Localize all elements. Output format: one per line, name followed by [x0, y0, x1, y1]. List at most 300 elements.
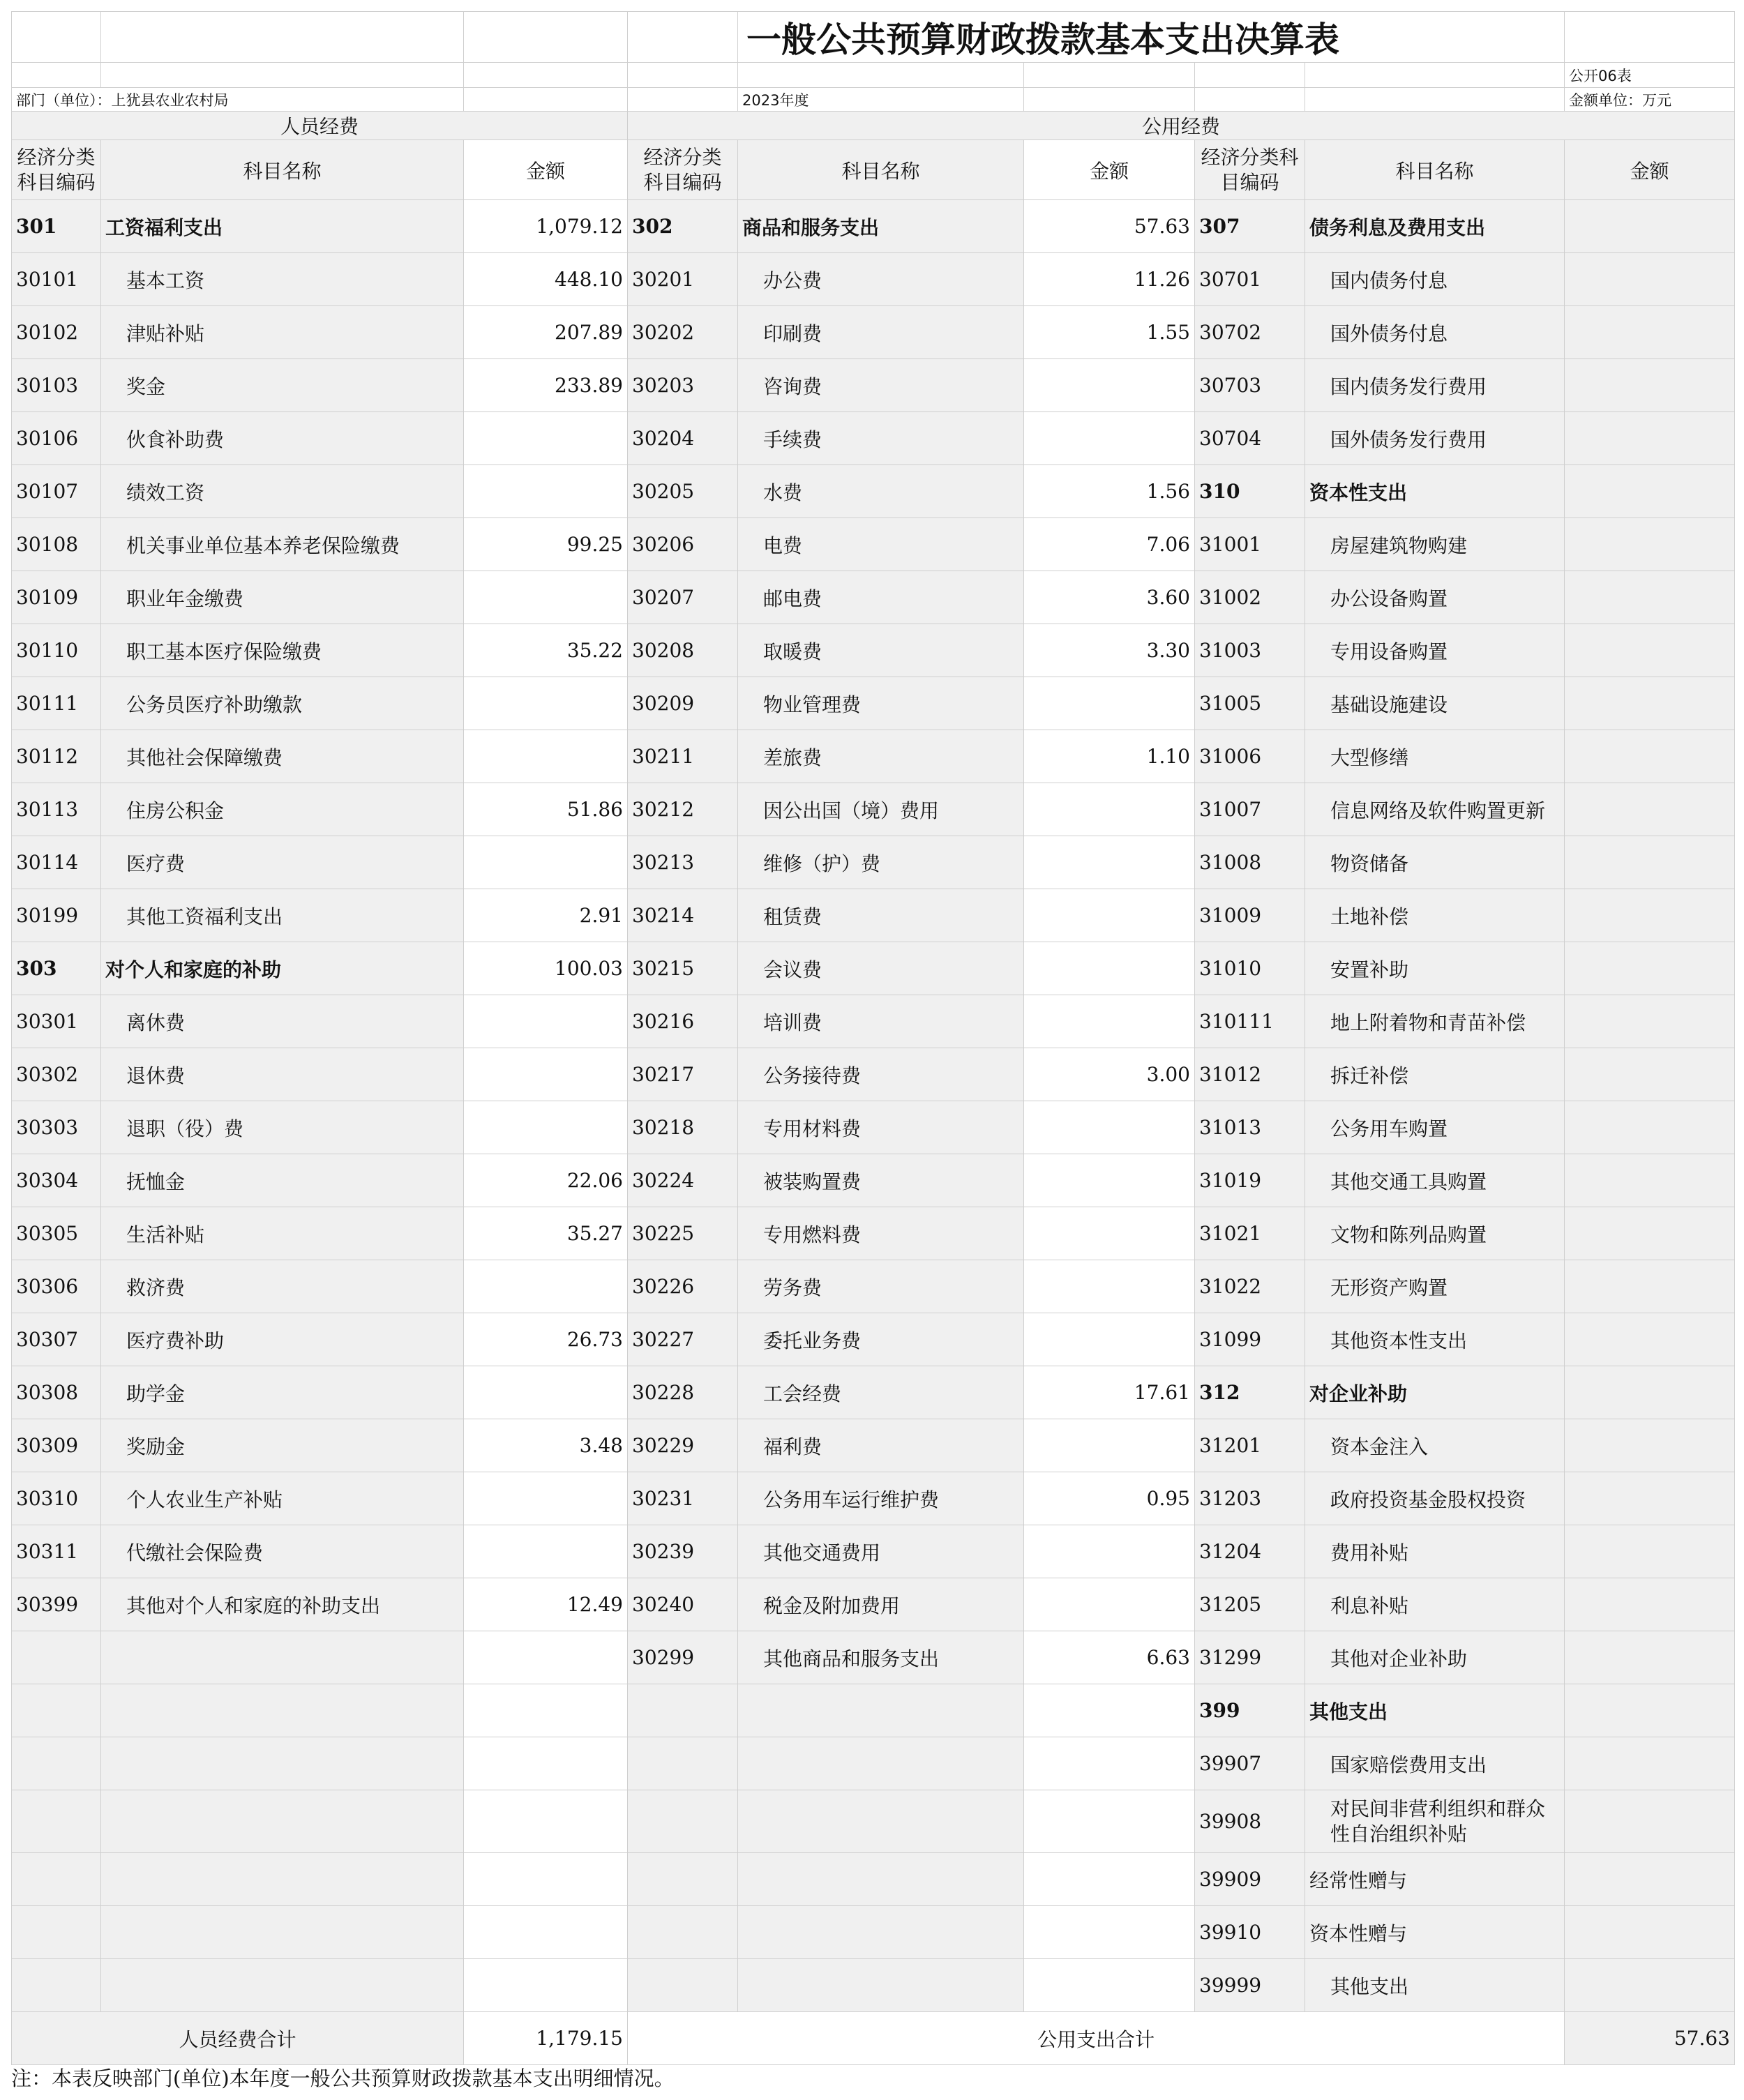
personnel-amount — [464, 1472, 628, 1525]
personnel-code — [12, 1684, 101, 1737]
goods-code: 30212 — [628, 783, 738, 836]
personnel-code: 30305 — [12, 1207, 101, 1260]
other-code: 31012 — [1195, 1048, 1305, 1101]
personnel-amount: 35.22 — [464, 624, 628, 677]
other-name: 对民间非营利组织和群众性自治组织补贴 — [1305, 1790, 1565, 1853]
other-name: 信息网络及软件购置更新 — [1305, 783, 1565, 836]
goods-name — [738, 1959, 1024, 2012]
personnel-name: 基本工资 — [101, 253, 464, 306]
table-row — [12, 1313, 1735, 1366]
goods-code — [628, 1906, 738, 1959]
goods-amount — [1024, 1260, 1195, 1313]
goods-amount — [1024, 1207, 1195, 1260]
goods-code — [628, 1737, 738, 1790]
goods-amount — [1024, 783, 1195, 836]
personnel-code: 30107 — [12, 465, 101, 518]
table-row — [12, 1578, 1735, 1631]
section-public: 公用经费 — [628, 112, 1735, 140]
other-code: 31299 — [1195, 1631, 1305, 1684]
other-code: 31019 — [1195, 1154, 1305, 1207]
other-amount — [1565, 1684, 1735, 1737]
personnel-amount — [464, 571, 628, 624]
personnel-code: 30111 — [12, 677, 101, 730]
goods-name: 委托业务费 — [738, 1313, 1024, 1366]
other-amount — [1565, 200, 1735, 253]
table-row — [12, 1366, 1735, 1419]
other-name: 基础设施建设 — [1305, 677, 1565, 730]
table-row — [12, 730, 1735, 783]
goods-name: 会议费 — [738, 942, 1024, 995]
other-amount — [1565, 783, 1735, 836]
table-row — [12, 1737, 1735, 1790]
personnel-code: 30307 — [12, 1313, 101, 1366]
goods-amount: 1.10 — [1024, 730, 1195, 783]
goods-name: 专用材料费 — [738, 1101, 1024, 1154]
personnel-code: 30303 — [12, 1101, 101, 1154]
personnel-code: 30308 — [12, 1366, 101, 1419]
personnel-amount — [464, 730, 628, 783]
other-name: 资本性支出 — [1305, 465, 1565, 518]
goods-code — [628, 1790, 738, 1853]
personnel-name: 其他社会保障缴费 — [101, 730, 464, 783]
goods-amount — [1024, 1419, 1195, 1472]
personnel-total-label: 人员经费合计 — [12, 2012, 464, 2065]
other-code: 31203 — [1195, 1472, 1305, 1525]
goods-amount — [1024, 1959, 1195, 2012]
personnel-name: 机关事业单位基本养老保险缴费 — [101, 518, 464, 571]
other-code: 39907 — [1195, 1737, 1305, 1790]
personnel-name: 退休费 — [101, 1048, 464, 1101]
goods-name: 其他交通费用 — [738, 1525, 1024, 1578]
goods-amount — [1024, 1906, 1195, 1959]
personnel-amount: 100.03 — [464, 942, 628, 995]
goods-name: 租赁费 — [738, 889, 1024, 942]
other-name: 土地补偿 — [1305, 889, 1565, 942]
goods-code: 30226 — [628, 1260, 738, 1313]
personnel-name: 代缴社会保险费 — [101, 1525, 464, 1578]
other-code: 312 — [1195, 1366, 1305, 1419]
goods-amount — [1024, 942, 1195, 995]
goods-name: 专用燃料费 — [738, 1207, 1024, 1260]
table-row — [12, 1419, 1735, 1472]
other-amount — [1565, 1578, 1735, 1631]
table-number-row — [12, 63, 1735, 88]
goods-code: 30202 — [628, 306, 738, 359]
personnel-amount — [464, 1366, 628, 1419]
goods-amount — [1024, 412, 1195, 465]
personnel-code: 30302 — [12, 1048, 101, 1101]
table-row — [12, 1154, 1735, 1207]
personnel-code: 30114 — [12, 836, 101, 889]
personnel-amount — [464, 1906, 628, 1959]
personnel-code: 303 — [12, 942, 101, 995]
personnel-code: 30399 — [12, 1578, 101, 1631]
section-header-row — [12, 112, 1735, 140]
goods-name: 差旅费 — [738, 730, 1024, 783]
goods-name — [738, 1790, 1024, 1853]
goods-name: 税金及附加费用 — [738, 1578, 1024, 1631]
other-name: 专用设备购置 — [1305, 624, 1565, 677]
personnel-name: 个人农业生产补贴 — [101, 1472, 464, 1525]
goods-code: 30218 — [628, 1101, 738, 1154]
personnel-code: 30109 — [12, 571, 101, 624]
personnel-amount: 22.06 — [464, 1154, 628, 1207]
goods-amount — [1024, 1525, 1195, 1578]
goods-code: 30201 — [628, 253, 738, 306]
personnel-name — [101, 1631, 464, 1684]
other-amount — [1565, 1260, 1735, 1313]
other-name: 其他对企业补助 — [1305, 1631, 1565, 1684]
personnel-amount — [464, 1737, 628, 1790]
table-row — [12, 1101, 1735, 1154]
table-row — [12, 518, 1735, 571]
personnel-amount — [464, 1260, 628, 1313]
goods-code: 30217 — [628, 1048, 738, 1101]
other-amount — [1565, 1419, 1735, 1472]
personnel-amount: 207.89 — [464, 306, 628, 359]
other-name: 其他交通工具购置 — [1305, 1154, 1565, 1207]
other-name: 无形资产购置 — [1305, 1260, 1565, 1313]
other-code: 399 — [1195, 1684, 1305, 1737]
goods-code — [628, 1853, 738, 1906]
goods-amount — [1024, 995, 1195, 1048]
department-label: 部门（单位）：上犹县农业农村局 — [12, 88, 464, 112]
other-amount — [1565, 1737, 1735, 1790]
other-amount — [1565, 1472, 1735, 1525]
goods-amount: 57.63 — [1024, 200, 1195, 253]
other-amount — [1565, 1525, 1735, 1578]
other-code: 31007 — [1195, 783, 1305, 836]
other-code: 31009 — [1195, 889, 1305, 942]
other-name: 国家赔偿费用支出 — [1305, 1737, 1565, 1790]
personnel-name: 绩效工资 — [101, 465, 464, 518]
personnel-total-amount: 1,179.15 — [464, 2012, 628, 2065]
personnel-amount: 26.73 — [464, 1313, 628, 1366]
header-code-goods: 经济分类 科目编码 — [628, 140, 738, 200]
personnel-name: 生活补贴 — [101, 1207, 464, 1260]
goods-name: 公务接待费 — [738, 1048, 1024, 1101]
header-name-goods: 科目名称 — [738, 140, 1024, 200]
goods-name: 咨询费 — [738, 359, 1024, 412]
personnel-name: 抚恤金 — [101, 1154, 464, 1207]
personnel-name: 医疗费补助 — [101, 1313, 464, 1366]
goods-code: 30205 — [628, 465, 738, 518]
other-name: 利息补贴 — [1305, 1578, 1565, 1631]
other-amount — [1565, 730, 1735, 783]
footnote: 注：本表反映部门(单位)本年度一般公共预算财政拨款基本支出明细情况。 — [11, 2067, 675, 2090]
other-name: 文物和陈列品购置 — [1305, 1207, 1565, 1260]
personnel-code: 30101 — [12, 253, 101, 306]
other-name: 国外债务付息 — [1305, 306, 1565, 359]
goods-code: 30215 — [628, 942, 738, 995]
goods-name: 取暖费 — [738, 624, 1024, 677]
other-amount — [1565, 1366, 1735, 1419]
table-row — [12, 359, 1735, 412]
header-code-personnel: 经济分类 科目编码 — [12, 140, 101, 200]
other-amount — [1565, 253, 1735, 306]
report-container — [11, 11, 1734, 2065]
totals-row — [12, 2012, 1735, 2065]
goods-name: 培训费 — [738, 995, 1024, 1048]
other-name: 其他支出 — [1305, 1959, 1565, 2012]
header-amount-personnel: 金额 — [464, 140, 628, 200]
other-code: 31099 — [1195, 1313, 1305, 1366]
unit-label: 金额单位：万元 — [1565, 88, 1735, 112]
other-amount — [1565, 1313, 1735, 1366]
goods-code — [628, 1684, 738, 1737]
goods-amount: 3.00 — [1024, 1048, 1195, 1101]
personnel-name: 奖励金 — [101, 1419, 464, 1472]
goods-name: 办公费 — [738, 253, 1024, 306]
goods-amount: 17.61 — [1024, 1366, 1195, 1419]
personnel-amount — [464, 836, 628, 889]
goods-code: 30208 — [628, 624, 738, 677]
personnel-name: 救济费 — [101, 1260, 464, 1313]
goods-code: 30216 — [628, 995, 738, 1048]
header-amount-other: 金额 — [1565, 140, 1735, 200]
personnel-name: 工资福利支出 — [101, 200, 464, 253]
table-row — [12, 1906, 1735, 1959]
other-amount — [1565, 306, 1735, 359]
other-name: 国外债务发行费用 — [1305, 412, 1565, 465]
goods-name: 物业管理费 — [738, 677, 1024, 730]
goods-name: 福利费 — [738, 1419, 1024, 1472]
other-amount — [1565, 465, 1735, 518]
table-row — [12, 995, 1735, 1048]
other-amount — [1565, 1154, 1735, 1207]
personnel-amount — [464, 1853, 628, 1906]
other-code: 310 — [1195, 465, 1305, 518]
table-row — [12, 1048, 1735, 1101]
table-row — [12, 1959, 1735, 2012]
other-name: 其他资本性支出 — [1305, 1313, 1565, 1366]
other-amount — [1565, 1906, 1735, 1959]
column-header-row — [12, 140, 1735, 200]
personnel-name: 职工基本医疗保险缴费 — [101, 624, 464, 677]
table-row — [12, 1853, 1735, 1906]
personnel-amount — [464, 465, 628, 518]
personnel-name: 对个人和家庭的补助 — [101, 942, 464, 995]
other-code: 39999 — [1195, 1959, 1305, 2012]
personnel-name: 伙食补助费 — [101, 412, 464, 465]
personnel-amount — [464, 1631, 628, 1684]
personnel-amount — [464, 677, 628, 730]
meta-row — [12, 88, 1735, 112]
goods-amount — [1024, 1684, 1195, 1737]
other-code: 31021 — [1195, 1207, 1305, 1260]
year-label: 2023年度 — [738, 88, 1024, 112]
other-name: 安置补助 — [1305, 942, 1565, 995]
other-code: 31201 — [1195, 1419, 1305, 1472]
table-row — [12, 677, 1735, 730]
goods-name — [738, 1737, 1024, 1790]
goods-amount: 3.60 — [1024, 571, 1195, 624]
table-row — [12, 1260, 1735, 1313]
other-code: 31002 — [1195, 571, 1305, 624]
other-code: 31205 — [1195, 1578, 1305, 1631]
personnel-amount: 1,079.12 — [464, 200, 628, 253]
personnel-name: 其他工资福利支出 — [101, 889, 464, 942]
personnel-name — [101, 1684, 464, 1737]
table-row — [12, 1684, 1735, 1737]
personnel-code — [12, 1906, 101, 1959]
other-amount — [1565, 942, 1735, 995]
section-personnel: 人员经费 — [12, 112, 628, 140]
goods-amount — [1024, 359, 1195, 412]
other-amount — [1565, 1631, 1735, 1684]
personnel-name: 助学金 — [101, 1366, 464, 1419]
other-name: 办公设备购置 — [1305, 571, 1565, 624]
personnel-code — [12, 1631, 101, 1684]
personnel-amount — [464, 1790, 628, 1853]
other-amount — [1565, 518, 1735, 571]
personnel-code: 30309 — [12, 1419, 101, 1472]
goods-name: 水费 — [738, 465, 1024, 518]
other-code: 31008 — [1195, 836, 1305, 889]
table-row — [12, 1631, 1735, 1684]
goods-amount: 3.30 — [1024, 624, 1195, 677]
goods-code: 30231 — [628, 1472, 738, 1525]
personnel-name: 住房公积金 — [101, 783, 464, 836]
goods-code: 30214 — [628, 889, 738, 942]
personnel-code: 30304 — [12, 1154, 101, 1207]
personnel-amount: 12.49 — [464, 1578, 628, 1631]
goods-amount: 7.06 — [1024, 518, 1195, 571]
personnel-amount — [464, 1048, 628, 1101]
personnel-code: 30301 — [12, 995, 101, 1048]
goods-code: 30228 — [628, 1366, 738, 1419]
table-row — [12, 306, 1735, 359]
table-row — [12, 465, 1735, 518]
goods-amount — [1024, 1790, 1195, 1853]
personnel-code: 30102 — [12, 306, 101, 359]
goods-code — [628, 1959, 738, 2012]
goods-code: 30239 — [628, 1525, 738, 1578]
goods-amount: 1.55 — [1024, 306, 1195, 359]
goods-amount: 6.63 — [1024, 1631, 1195, 1684]
table-row — [12, 836, 1735, 889]
other-amount — [1565, 571, 1735, 624]
other-name: 物资储备 — [1305, 836, 1565, 889]
goods-amount — [1024, 677, 1195, 730]
goods-code: 30206 — [628, 518, 738, 571]
other-amount — [1565, 359, 1735, 412]
other-amount — [1565, 1101, 1735, 1154]
personnel-code: 30306 — [12, 1260, 101, 1313]
personnel-amount: 99.25 — [464, 518, 628, 571]
personnel-code — [12, 1790, 101, 1853]
table-row — [12, 253, 1735, 306]
other-name: 房屋建筑物购建 — [1305, 518, 1565, 571]
personnel-code: 30310 — [12, 1472, 101, 1525]
personnel-name: 津贴补贴 — [101, 306, 464, 359]
public-total-label: 公用支出合计 — [628, 2012, 1565, 2065]
other-code: 31013 — [1195, 1101, 1305, 1154]
header-amount-goods: 金额 — [1024, 140, 1195, 200]
goods-code: 30203 — [628, 359, 738, 412]
table-row — [12, 412, 1735, 465]
other-code: 31006 — [1195, 730, 1305, 783]
other-amount — [1565, 1853, 1735, 1906]
personnel-name — [101, 1790, 464, 1853]
goods-amount — [1024, 889, 1195, 942]
personnel-name: 退职（役）费 — [101, 1101, 464, 1154]
goods-amount: 11.26 — [1024, 253, 1195, 306]
goods-amount — [1024, 1578, 1195, 1631]
other-code: 30703 — [1195, 359, 1305, 412]
personnel-code: 30103 — [12, 359, 101, 412]
expenditure-table — [11, 11, 1735, 2065]
personnel-amount: 233.89 — [464, 359, 628, 412]
other-amount — [1565, 889, 1735, 942]
goods-code: 302 — [628, 200, 738, 253]
personnel-code: 30199 — [12, 889, 101, 942]
personnel-code — [12, 1737, 101, 1790]
personnel-name — [101, 1959, 464, 2012]
goods-name: 工会经费 — [738, 1366, 1024, 1419]
goods-amount: 1.56 — [1024, 465, 1195, 518]
personnel-amount — [464, 995, 628, 1048]
personnel-code: 30106 — [12, 412, 101, 465]
header-code-other: 经济分类科 目编码 — [1195, 140, 1305, 200]
other-code: 307 — [1195, 200, 1305, 253]
other-amount — [1565, 836, 1735, 889]
goods-code: 30229 — [628, 1419, 738, 1472]
goods-name: 印刷费 — [738, 306, 1024, 359]
goods-code: 30224 — [628, 1154, 738, 1207]
other-name: 拆迁补偿 — [1305, 1048, 1565, 1101]
personnel-name — [101, 1906, 464, 1959]
goods-code: 30204 — [628, 412, 738, 465]
table-row — [12, 1525, 1735, 1578]
other-name: 债务利息及费用支出 — [1305, 200, 1565, 253]
personnel-amount: 2.91 — [464, 889, 628, 942]
other-name: 政府投资基金股权投资 — [1305, 1472, 1565, 1525]
goods-name: 被装购置费 — [738, 1154, 1024, 1207]
other-code: 30701 — [1195, 253, 1305, 306]
goods-name — [738, 1906, 1024, 1959]
other-code: 30702 — [1195, 306, 1305, 359]
other-code: 30704 — [1195, 412, 1305, 465]
other-name: 经常性赠与 — [1305, 1853, 1565, 1906]
goods-amount — [1024, 1853, 1195, 1906]
other-name: 公务用车购置 — [1305, 1101, 1565, 1154]
goods-name: 劳务费 — [738, 1260, 1024, 1313]
goods-amount — [1024, 1101, 1195, 1154]
goods-name: 公务用车运行维护费 — [738, 1472, 1024, 1525]
other-code: 31003 — [1195, 624, 1305, 677]
other-amount — [1565, 1207, 1735, 1260]
personnel-code — [12, 1853, 101, 1906]
other-amount — [1565, 412, 1735, 465]
table-number: 公开06表 — [1565, 63, 1735, 88]
other-code: 39908 — [1195, 1790, 1305, 1853]
other-name: 国内债务发行费用 — [1305, 359, 1565, 412]
other-amount — [1565, 1790, 1735, 1853]
goods-amount — [1024, 1313, 1195, 1366]
goods-code: 30225 — [628, 1207, 738, 1260]
personnel-amount — [464, 1959, 628, 2012]
header-name-personnel: 科目名称 — [101, 140, 464, 200]
goods-amount — [1024, 1737, 1195, 1790]
personnel-code: 30110 — [12, 624, 101, 677]
table-row — [12, 1207, 1735, 1260]
personnel-name: 职业年金缴费 — [101, 571, 464, 624]
goods-name: 其他商品和服务支出 — [738, 1631, 1024, 1684]
table-row — [12, 624, 1735, 677]
other-amount — [1565, 1959, 1735, 2012]
goods-code: 30299 — [628, 1631, 738, 1684]
